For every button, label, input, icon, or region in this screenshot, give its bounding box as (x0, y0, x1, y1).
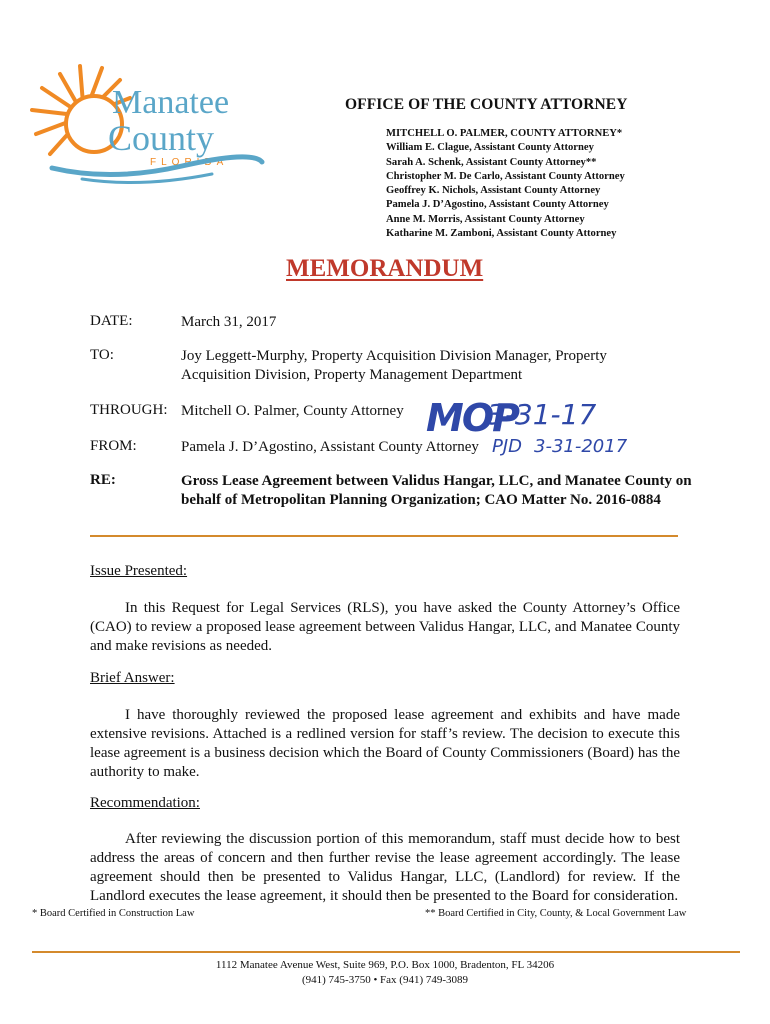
staff-entry: Sarah A. Schenk, Assistant County Attorney** (386, 156, 597, 168)
recommendation-text: After reviewing the discussion portion of this memorandum, staff must decide how to best address the areas of concern and then further revise the lease agreement accordingly. The lease agreement should then be presented to Validus Hangar, LLC, (Landlord) for review. If the Landlord executes the lease agreement, it should then be presented to the Board for consideration. (90, 831, 680, 904)
office-title: OFFICE OF THE COUNTY ATTORNEY (345, 96, 628, 113)
through-signature-date: 3-31-17 (487, 398, 597, 431)
brief-heading: Brief Answer: (90, 670, 175, 686)
footnote-government-law: ** Board Certified in City, County, & Local Government Law (425, 908, 687, 919)
through-label: THROUGH: (90, 402, 168, 418)
staff-entry: Pamela J. D’Agostino, Assistant County Attorney (386, 199, 609, 211)
manatee-county-logo (22, 58, 272, 188)
staff-entry: Katharine M. Zamboni, Assistant County Attorney (386, 228, 617, 240)
staff-entry: Christopher M. De Carlo, Assistant County Attorney (386, 170, 625, 182)
from-signature-date: 3-31-2017 (534, 436, 628, 457)
staff-entry: Anne M. Morris, Assistant County Attorney (386, 213, 585, 225)
logo-line2: County (108, 118, 215, 158)
memo-title: MEMORANDUM (286, 255, 484, 282)
re-value: Gross Lease Agreement between Validus Hangar, LLC, and Manatee County on behalf of Metropolitan Planning Organization; CAO Matter No. 2016-0884 (181, 473, 692, 508)
address-line: 1112 Manatee Avenue West, Suite 969, P.O. Box 1000, Bradenton, FL 34206 (215, 959, 555, 971)
from-value: Pamela J. D’Agostino, Assistant County Attorney (181, 439, 479, 455)
recommendation-heading: Recommendation: (90, 795, 200, 811)
from-signature: PJD (492, 436, 523, 457)
through-value: Mitchell O. Palmer, County Attorney (181, 403, 404, 419)
footer-divider (32, 951, 740, 953)
issue-heading: Issue Presented: (90, 563, 188, 579)
office-address (0, 958, 770, 988)
logo-line1: Manatee (112, 84, 230, 121)
to-label: TO: (90, 347, 114, 363)
divider-line (90, 535, 678, 537)
logo-line3: FLORIDA (150, 157, 229, 168)
date-label: DATE: (90, 313, 133, 329)
staff-list (386, 127, 625, 241)
staff-entry: MITCHELL O. PALMER, COUNTY ATTORNEY* (386, 128, 623, 139)
to-value: Joy Leggett-Murphy, Property Acquisition Division Manager, Property Acquisition Division, Property Management Department (181, 348, 607, 383)
brief-text: I have thoroughly reviewed the proposed lease agreement and exhibits and have made extensive revisions. Attached is a redlined version for staff’s review. The decision to execute this lease agreement is a business decision which the Board of County Commissioners (Board) has the authority to make. (90, 707, 680, 780)
re-label: RE: (90, 472, 116, 488)
phone-fax-line: (941) 745-3750 • Fax (941) 749-3089 (301, 974, 469, 986)
date-value: March 31, 2017 (181, 314, 277, 330)
staff-entry: William E. Clague, Assistant County Attorney (386, 142, 594, 154)
staff-entry: Geoffrey K. Nichols, Assistant County Attorney (386, 185, 601, 197)
through-signature: MOP (426, 396, 518, 440)
from-label: FROM: (90, 438, 137, 454)
footnote-construction-law: * Board Certified in Construction Law (32, 908, 195, 919)
issue-text: In this Request for Legal Services (RLS), you have asked the County Attorney’s Office (CAO) to review a proposed lease agreement between Validus Hangar, LLC, and Manatee County and make revisions as needed. (90, 600, 680, 654)
